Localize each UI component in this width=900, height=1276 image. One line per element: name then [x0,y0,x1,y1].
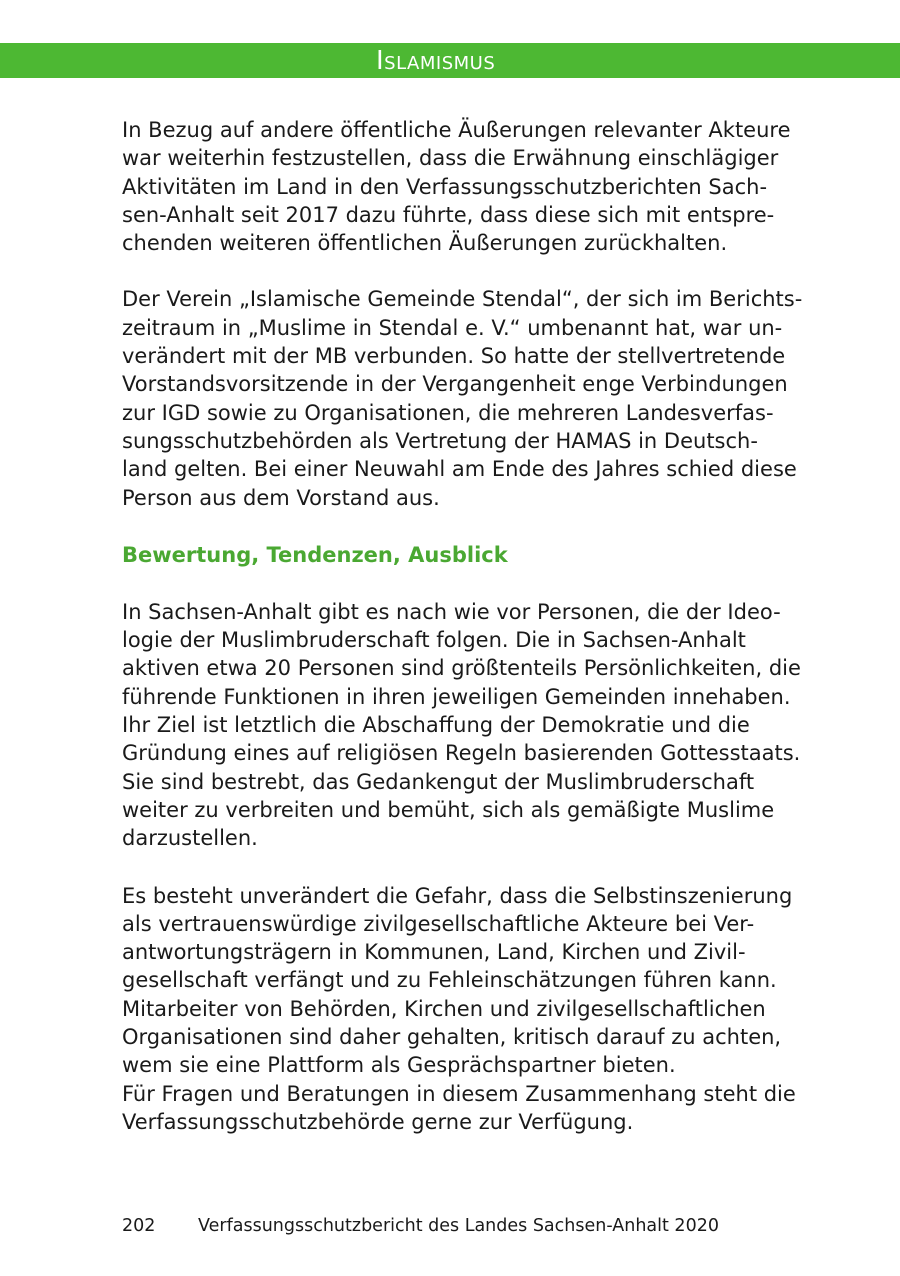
text-line: wem sie eine Plattform als Gesprächspartner bieten. [122,1053,676,1078]
text-line: darzustellen. [122,826,258,851]
text-line: sen-Anhalt seit 2017 dazu führte, dass diese sich mit entspre- [122,202,775,227]
page-number: 202 [122,1216,156,1236]
subheading-assessment: Bewertung, Tendenzen, Ausblick [122,542,508,567]
page-footer [122,1214,719,1238]
paragraph-spacer [122,569,792,598]
text-line: In Bezug auf andere öffentliche Äußerungen relevanter Akteure [122,118,791,142]
text-line: zur IGD sowie zu Organisationen, die mehreren Landesverfas- [122,400,774,425]
text-line: sungsschutzbehörden als Vertretung der HAMAS in Deutsch- [122,428,758,453]
text-line: verändert mit der MB verbunden. So hatte der stellvertretende [122,344,786,369]
text-line: Gründung eines auf religiösen Regeln basierenden Gottesstaats. [122,741,801,766]
publication-title: Verfassungsschutzbericht des Landes Sachsen-Anhalt 2020 [198,1216,719,1236]
text-line: Aktivitäten im Land in den Verfassungsschutzberichten Sach- [122,174,768,199]
text-line: Organisationen sind daher gehalten, kritisch darauf zu achten, [122,1025,782,1050]
paragraph-spacer [122,853,792,882]
text-line: chenden weiteren öffentlichen Äußerungen zurückhalten. [122,231,728,256]
text-line: In Sachsen-Anhalt gibt es nach wie vor Personen, die der Ideo- [122,599,781,624]
section-title: Islamismus [376,46,496,76]
paragraph-risk-warning [122,882,796,1137]
text-line: Der Verein „Islamische Gemeinde Stendal“, der sich im Berichts- [122,287,803,312]
paragraph-spacer [122,512,792,541]
paragraph-stendal-association [122,285,803,511]
text-line: weiter zu verbreiten und bemüht, sich als gemäßigte Muslime [122,797,775,822]
text-line: Für Fragen und Beratungen in diesem Zusammenhang steht die [122,1081,796,1106]
page-body [122,116,803,1136]
text-line: als vertrauenswürdige zivilgesellschaftliche Akteure bei Ver- [122,911,755,936]
text-line: antwortungsträgern in Kommunen, Land, Kirchen und Zivil- [122,940,746,965]
text-line: aktiven etwa 20 Personen sind größtenteils Persönlichkeiten, die [122,656,801,681]
text-line: Sie sind bestrebt, das Gedankengut der Muslimbruderschaft [122,769,755,794]
section-header-bar [0,43,900,78]
text-line: gesellschaft verfängt und zu Fehleinschätzungen führen kann. [122,968,777,993]
text-line: Mitarbeiter von Behörden, Kirchen und zivilgesellschaftlichen [122,996,766,1021]
paragraph-public-statements [122,116,792,257]
text-line: Ihr Ziel ist letztlich die Abschaffung der Demokratie und die [122,713,750,738]
text-line: Person aus dem Vorstand aus. [122,485,440,510]
text-line: führende Funktionen in ihren jeweiligen Gemeinden innehaben. [122,684,791,709]
paragraph-muslim-brotherhood [122,598,801,853]
text-line: war weiterhin festzustellen, dass die Erwähnung einschlägiger [122,146,779,171]
text-line: zeitraum in „Muslime in Stendal e. V.“ umbenannt hat, war un- [122,315,783,340]
text-line: logie der Muslimbruderschaft folgen. Die in Sachsen-Anhalt [122,628,746,653]
text-line: Es besteht unverändert die Gefahr, dass die Selbstinszenierung [122,883,793,908]
text-line: Verfassungsschutzbehörde gerne zur Verfügung. [122,1109,634,1134]
paragraph-spacer [122,257,792,285]
text-line: land gelten. Bei einer Neuwahl am Ende des Jahres schied diese [122,457,797,482]
text-line: Vorstandsvorsitzende in der Vergangenheit enge Verbindungen [122,372,788,397]
